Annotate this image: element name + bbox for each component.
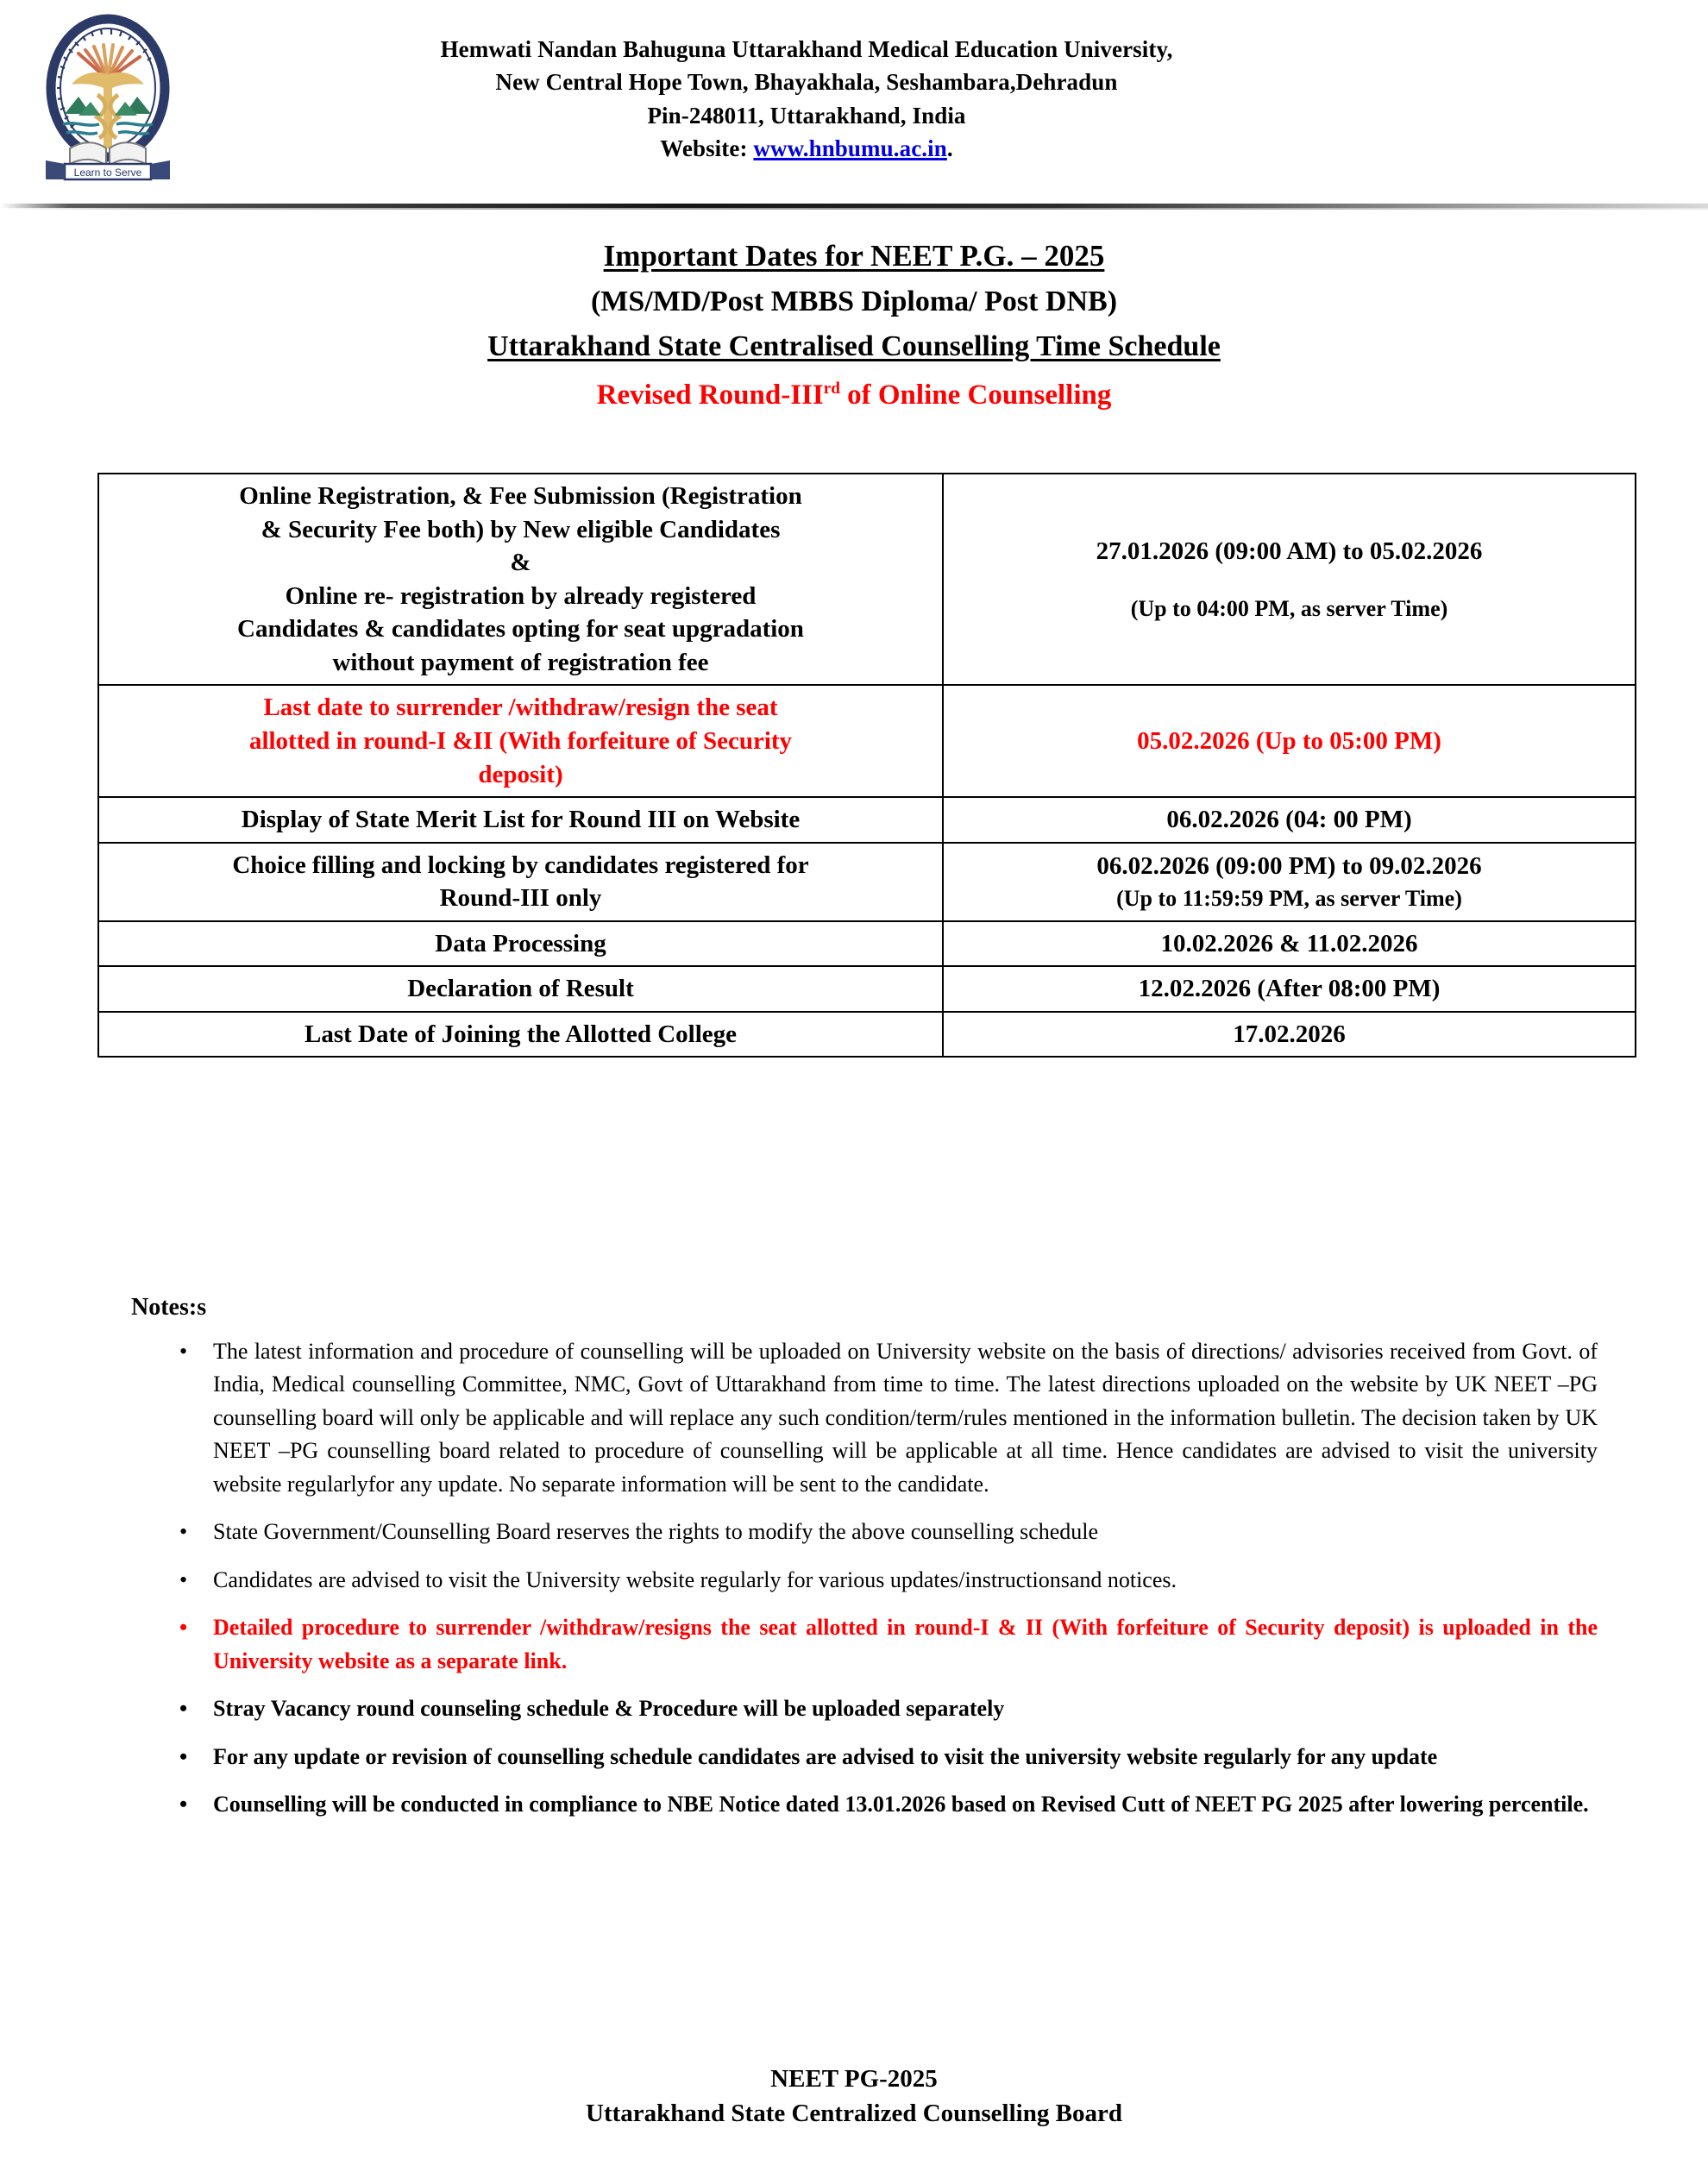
bullet-icon: • xyxy=(179,1743,188,1769)
task-text xyxy=(108,480,933,679)
date-main: 06.02.2026 (09:00 PM) to 09.02.2026 xyxy=(1096,852,1482,881)
table-row xyxy=(98,685,1636,797)
round-ordinal-suffix: rd xyxy=(823,380,840,399)
university-website-link[interactable]: www.hnbumu.ac.in xyxy=(753,135,947,161)
row-data-processing-task-cell xyxy=(98,921,943,967)
row-joining-date-cell xyxy=(943,1012,1636,1058)
bullet-icon: • xyxy=(179,1519,188,1545)
date-text xyxy=(952,972,1626,1006)
bullet-icon: • xyxy=(179,1696,188,1722)
task-line: Online Registration, & Fee Submission (Registration xyxy=(239,482,802,510)
table-row xyxy=(98,843,1636,921)
document-footer xyxy=(0,2062,1708,2131)
schedule-table xyxy=(97,473,1636,1058)
university-logo-wrap xyxy=(0,7,216,185)
task-line: Last Date of Joining the Allotted College xyxy=(304,1020,737,1048)
task-line: Display of State Merit List for Round III on Website xyxy=(241,806,801,834)
date-text xyxy=(952,1018,1626,1051)
letterhead-address-block xyxy=(216,7,1708,165)
bullet-icon: • xyxy=(179,1566,188,1592)
task-line: Candidates & candidates opting for seat upgradation xyxy=(237,615,804,643)
row-choice-filling-task-cell xyxy=(98,843,943,921)
row-surrender-date-cell xyxy=(943,685,1636,797)
task-text xyxy=(108,927,933,961)
date-main: 12.02.2026 (After 08:00 PM) xyxy=(1138,975,1441,1003)
row-merit-list-date-cell xyxy=(943,797,1636,843)
row-declaration-date-cell xyxy=(943,966,1636,1012)
row-registration-date-cell xyxy=(943,474,1636,685)
bullet-icon: • xyxy=(179,1339,188,1364)
university-name: Hemwati Nandan Bahuguna Uttarakhand Medical Education University, xyxy=(440,36,1173,62)
date-text xyxy=(952,535,1626,625)
list-item xyxy=(131,1335,1598,1501)
date-text xyxy=(952,725,1626,758)
round-suffix: of Online Counselling xyxy=(839,380,1112,411)
list-item xyxy=(131,1741,1598,1773)
task-line: Round-III only xyxy=(439,884,602,913)
row-surrender-task-cell xyxy=(98,685,943,797)
row-choice-filling-date-cell xyxy=(943,843,1636,921)
task-line: allotted in round-I &II (With forfeiture of Security xyxy=(248,726,793,755)
date-text xyxy=(952,927,1626,961)
list-item xyxy=(131,1516,1598,1548)
task-line: Data Processing xyxy=(435,929,606,957)
task-line: Declaration of Result xyxy=(407,975,634,1003)
note-text: Detailed procedure to surrender /withdraw/resigns the seat allotted in round-I & II (With forfeiture of Security deposit) is uploaded in the University website as a separate link. xyxy=(213,1615,1598,1673)
date-spacer xyxy=(952,568,1626,593)
bullet-icon: • xyxy=(179,1792,188,1817)
task-line: without payment of registration fee xyxy=(332,648,709,676)
date-sub-note: (Up to 04:00 PM, as server Time) xyxy=(1130,596,1448,622)
page-title: Important Dates for NEET P.G. – 2025 xyxy=(603,239,1105,273)
date-text xyxy=(952,850,1626,913)
row-joining-task-cell xyxy=(98,1012,943,1058)
university-pin-line: Pin-248011, Uttarakhand, India xyxy=(647,102,966,129)
table-row xyxy=(98,966,1636,1012)
note-text: Stray Vacancy round counseling schedule & Procedure will be uploaded separately xyxy=(213,1696,1005,1722)
table-row xyxy=(98,797,1636,843)
page-subtitle-schedule: Uttarakhand State Centralised Counselling Time Schedule xyxy=(487,330,1221,363)
date-main: 17.02.2026 xyxy=(1233,1020,1346,1048)
list-item xyxy=(131,1692,1598,1725)
website-suffix: . xyxy=(946,135,953,161)
bullet-icon: • xyxy=(179,1615,188,1641)
university-logo xyxy=(22,12,194,185)
note-text: State Government/Counselling Board reserves the rights to modify the above counselling schedule xyxy=(213,1519,1099,1545)
list-item xyxy=(131,1788,1598,1821)
page-subtitle-courses: (MS/MD/Post MBBS Diploma/ Post DNB) xyxy=(590,285,1118,317)
notes-list xyxy=(131,1335,1598,1822)
task-text xyxy=(108,803,933,837)
university-address-line: New Central Hope Town, Bhayakhala, Seshambara,Dehradun xyxy=(495,69,1118,96)
row-data-processing-date-cell xyxy=(943,921,1636,967)
round-prefix: Revised Round-III xyxy=(596,380,824,411)
task-line: deposit) xyxy=(478,760,563,788)
task-line: & Security Fee both) by New eligible Candidates xyxy=(261,515,781,543)
notes-heading: Notes:s xyxy=(131,1294,207,1321)
row-registration-task-cell xyxy=(98,474,943,685)
table-row xyxy=(98,921,1636,967)
task-text xyxy=(108,849,933,915)
date-main: 06.02.2026 (04: 00 PM) xyxy=(1166,806,1412,834)
table-row xyxy=(98,1012,1636,1058)
document-title-block xyxy=(0,236,1708,415)
header-divider-rule xyxy=(0,204,1708,210)
list-item xyxy=(131,1611,1598,1678)
list-item xyxy=(131,1564,1598,1597)
logo-motto-text: Learn to Serve xyxy=(73,166,142,179)
date-sub-note: (Up to 11:59:59 PM, as server Time) xyxy=(1116,885,1462,911)
task-line: Choice filling and locking by candidates registered for xyxy=(232,851,809,879)
university-website-line xyxy=(216,132,1397,165)
task-line: Last date to surrender /withdraw/resign the seat xyxy=(263,694,778,722)
task-text xyxy=(108,972,933,1006)
note-text: For any update or revision of counselling schedule candidates are advised to visit the university website regularly for any update xyxy=(213,1743,1438,1769)
date-main: 05.02.2026 (Up to 05:00 PM) xyxy=(1137,726,1441,755)
date-main: 27.01.2026 (09:00 AM) to 05.02.2026 xyxy=(1096,537,1483,565)
schedule-table-wrap xyxy=(97,473,1597,1058)
task-line: Online re- registration by already registered xyxy=(285,581,757,610)
task-text xyxy=(108,1018,933,1051)
row-declaration-task-cell xyxy=(98,966,943,1012)
footer-board-name: Uttarakhand State Centralized Counselling Board xyxy=(586,2100,1122,2128)
date-main: 10.02.2026 & 11.02.2026 xyxy=(1160,929,1418,957)
notes-section xyxy=(131,1294,1598,1836)
row-merit-list-task-cell xyxy=(98,797,943,843)
date-text xyxy=(952,803,1626,837)
website-label: Website: xyxy=(660,135,748,161)
note-text: Candidates are advised to visit the University website regularly for various updates/instructionsand notices. xyxy=(213,1566,1177,1592)
page-subtitle-round xyxy=(0,375,1708,415)
task-line: & xyxy=(510,549,531,577)
note-text: The latest information and procedure of counselling will be uploaded on University website on the basis of directions/ advisories received from Govt. of India, Medical counselling Committee, NMC, Govt of Uttarakhand from time to time. The latest directions uploaded on the website by UK NEET –PG counselling board will only be applicable and will replace any such condition/term/rules mentioned in the information bulletin. The decision taken by UK NEET –PG counselling board related to procedure of counselling will be applicable at all time. Hence candidates are advised to visit the university website regularlyfor any update. No separate information will be sent to the candidate. xyxy=(213,1339,1598,1497)
table-row xyxy=(98,474,1636,685)
note-text: Counselling will be conducted in compliance to NBE Notice dated 13.01.2026 based on Revised Cutt of NEET PG 2025 after lowering percentile. xyxy=(213,1792,1589,1817)
task-text xyxy=(108,691,933,791)
letterhead xyxy=(0,0,1708,186)
footer-exam-name: NEET PG-2025 xyxy=(770,2065,938,2093)
